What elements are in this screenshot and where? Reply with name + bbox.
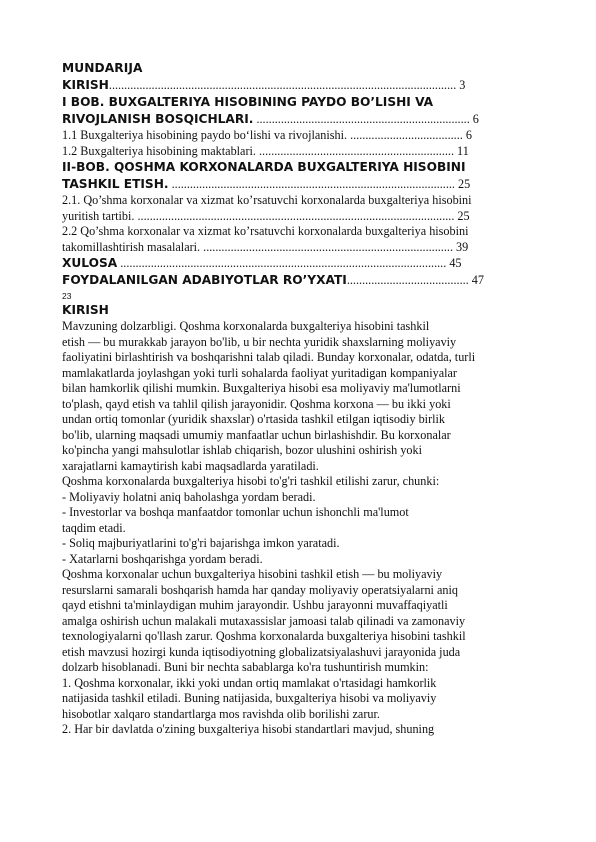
section-body: [62, 319, 538, 738]
toc-leader-dots: ................................................................: [255, 143, 454, 158]
toc-leader-dots: ........................................: [346, 273, 469, 287]
toc-title: MUNDARIJA: [62, 61, 143, 75]
toc-page-number: 6: [469, 112, 479, 126]
table-of-contents: [62, 77, 538, 289]
paragraph: - Xatarlarni boshqarishga yordam beradi.: [62, 551, 263, 566]
page-number: 23: [62, 291, 72, 301]
document-page: [62, 60, 538, 738]
toc-entry[interactable]: [62, 255, 538, 272]
toc-entry-text: takomillashtirish masalalari.: [62, 239, 201, 254]
toc-entry-text: FOYDALANILGAN ADABIYOTLAR RO’YXATI: [62, 273, 347, 287]
toc-entry-text: I BOB. BUXGALTERIYA HISOBINING PAYDO BO’LISHI VA: [62, 95, 434, 109]
paragraph: - Soliq majburiyatlarini to'g'ri bajarishga imkon yaratadi.: [62, 536, 340, 550]
toc-entry-text: TASHKIL ETISH.: [62, 177, 169, 191]
paragraph: - Moliyaviy holatni aniq baholashga yordam beradi.: [62, 489, 316, 504]
toc-entry-text: 1.1 Buxgalteriya hisobining paydo bo‘lishi va rivojlanishi.: [62, 128, 348, 142]
toc-entry[interactable]: [62, 224, 538, 255]
toc-entry-text: KIRISH: [62, 78, 109, 92]
toc-entry[interactable]: [62, 144, 538, 160]
section-title: KIRISH: [62, 303, 109, 317]
toc-entry-text: 1.2 Buxgalteriya hisobining maktablari.: [62, 143, 256, 158]
toc-leader-dots: .....................................: [347, 128, 463, 142]
toc-leader-dots: ...........................................................................................................: [117, 256, 447, 270]
toc-entry[interactable]: [62, 193, 538, 224]
toc-entry-text: II-BOB. QOSHMA KORXONALARDA BUXGALTERIYA HISOBINI: [62, 160, 466, 174]
toc-entry[interactable]: [62, 128, 538, 144]
toc-page-number: 39: [452, 239, 469, 254]
toc-leader-dots: ..................................................................................................................: [108, 78, 457, 92]
paragraph: Qoshma korxonalar uchun buxgalteriya hisobini tashkil etish — bu moliyaviy resurslarni samarali boshqarish hamda har qanday moliyaviy operatsiyalarni aniq qayd etishni ta'minlaydigan muhim jarayondir. Ushbu jarayonni muvaffaqiyatli amalga oshirish uchun malakali mutaxassislar jamoasi talab qilinadi va zamonaviy texnologiyalarni qo'llash zarur. Qoshma korxonalarda buxgalteriya hisobini tashkil etish mavzusi hozirgi kunda iqtisodiyotning globalizatsiyalashuvi jarayonida juda dolzarb hisoblanadi. Buni bir nechta sabablarga ko'ra tushuntirish mumkin:: [62, 567, 466, 674]
toc-entry-text: yuritish tartibi.: [62, 208, 135, 223]
paragraph: 2. Har bir davlatda o'zining buxgalteriya hisobi standartlari mavjud, shuning: [62, 722, 435, 736]
toc-page-number: 3: [456, 78, 466, 92]
toc-entry[interactable]: [62, 94, 538, 128]
toc-entry[interactable]: [62, 159, 538, 193]
toc-page-number: 25: [454, 177, 471, 191]
toc-entry[interactable]: [62, 77, 538, 94]
paragraph: - Investorlar va boshqa manfaatdor tomonlar uchun ishonchli ma'lumot taqdim etadi.: [62, 505, 409, 535]
toc-page-number: 11: [454, 143, 469, 158]
toc-page-number: 25: [454, 208, 470, 223]
toc-leader-dots: .............................................................................................: [168, 177, 455, 191]
toc-leader-dots: ......................................................................: [253, 112, 470, 126]
paragraph: Mavzuning dolzarbligi. Qoshma korxonalarda buxgalteriya hisobini tashkil etish — bu murakkab jarayon bo'lib, u bir nechta yuridik shaxslarning moliyaviy faoliyatini birlashtirish va boshqarishni talab qiladi. Bunday korxonalar, odatda, turli mamlakatlarda joylashgan yoki turli sohalarda faoliyat yuritadigan kompaniyalar bilan hamkorlik qilishi mumkin. Buxgalteriya hisobi esa moliyaviy ma'lumotlarni to'plash, qayd etish va tahlil qilish jarayonidir. Qoshma korxona — bu ikki yoki undan ortiq tomonlar (yuridik shaxslar) o'rtasida tashkil etilgan iqtisodiy birlik bo'lib, ularning maqsadi umumiy manfaatlar uchun birlashishdir. Bu korxonalar ko'pincha yangi mahsulotlar ishlab chiqarish, bozor ulushini oshirish yoki xarajatlarni kamaytirish kabi maqsadlarda yaratiladi.: [62, 319, 476, 473]
toc-page-number: 45: [446, 256, 462, 270]
paragraph: 1. Qoshma korxonalar, ikki yoki undan ortiq mamlakat o'rtasidagi hamkorlik natijasida tashkil etiladi. Buning natijasida, buxgalteriya hisobi va moliyaviy hisobotlar xalqaro standartlarga mos ravishda olib borilishi zarur.: [62, 675, 437, 721]
paragraph: Qoshma korxonalarda buxgalteriya hisobi to'g'ri tashkil etilishi zarur, chunki:: [62, 474, 440, 488]
toc-page-number: 6: [462, 128, 472, 142]
toc-leader-dots: ........................................................................................................: [134, 208, 455, 223]
toc-entry-text: XULOSA: [62, 256, 118, 270]
toc-entry-text: 2.2 Qo’shma korxonalar va xizmat ko’rsatuvchi korxonalarda buxgalteriya hisobini: [62, 224, 469, 238]
toc-entry-text: RIVOJLANISH BOSQICHLARI.: [62, 112, 254, 126]
toc-entry-text: 2.1. Qo’shma korxonalar va xizmat ko’rsatuvchi korxonalarda buxgalteriya hisobini: [62, 193, 472, 207]
toc-leader-dots: ..................................................................................: [200, 239, 453, 254]
toc-entry[interactable]: [62, 272, 538, 289]
toc-page-number: 47: [468, 273, 484, 287]
